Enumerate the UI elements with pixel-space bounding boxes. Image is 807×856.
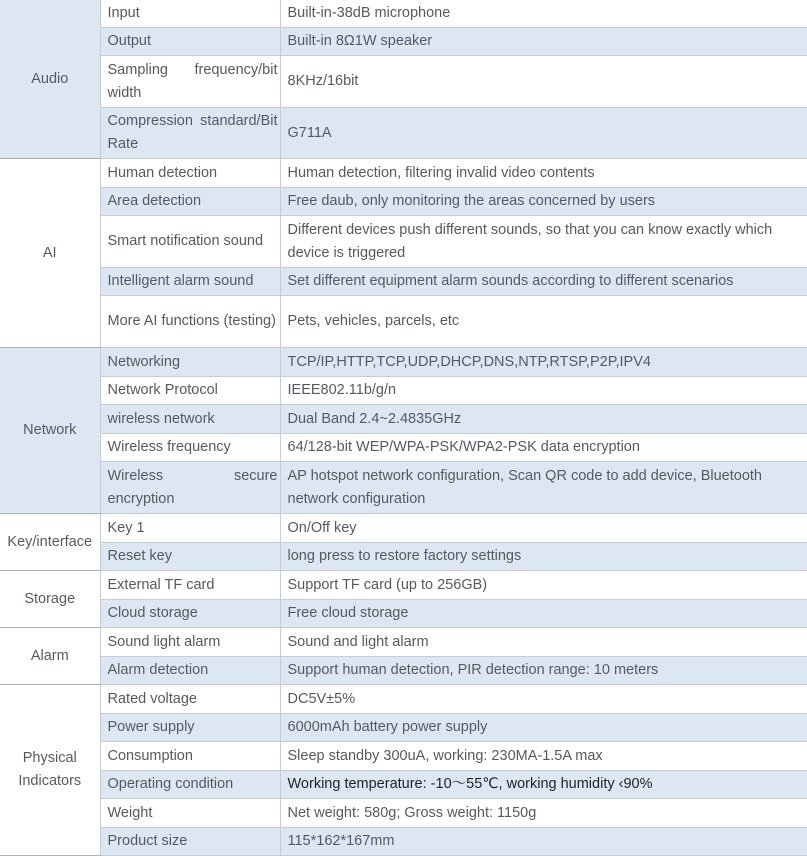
feature-cell: Intelligent alarm sound: [100, 268, 280, 296]
value-cell: AP hotspot network configuration, Scan QR code to add device, Bluetooth network configuration: [280, 462, 807, 514]
value-cell: G711A: [280, 108, 807, 159]
table-row: [0, 600, 807, 628]
feature-cell: Alarm detection: [100, 657, 280, 685]
value-cell: TCP/IP,HTTP,TCP,UDP,DHCP,DNS,NTP,RTSP,P2P,IPV4: [280, 348, 807, 377]
table-row: [0, 571, 807, 600]
feature-cell: Consumption: [100, 742, 280, 771]
feature-cell: Product size: [100, 828, 280, 856]
table-row: [0, 828, 807, 856]
table-row: [0, 108, 807, 159]
value-cell: Dual Band 2.4~2.4835GHz: [280, 405, 807, 434]
table-row: [0, 514, 807, 543]
value-cell: IEEE802.11b/g/n: [280, 377, 807, 405]
feature-cell: External TF card: [100, 571, 280, 600]
table-row: [0, 434, 807, 462]
table-row: [0, 742, 807, 771]
feature-cell: Power supply: [100, 714, 280, 742]
value-cell: Built-in-38dB microphone: [280, 0, 807, 28]
feature-cell: More AI functions (testing): [100, 296, 280, 348]
value-cell: DC5V±5%: [280, 685, 807, 714]
value-cell: Working temperature: -10～55℃, working humidity ‹90%: [280, 771, 807, 799]
value-cell: Built-in 8Ω1W speaker: [280, 28, 807, 56]
feature-cell: Compression standard/Bit Rate: [100, 108, 280, 159]
table-row: [0, 543, 807, 571]
value-cell: Free cloud storage: [280, 600, 807, 628]
table-row: [0, 188, 807, 216]
feature-cell: Wireless secure encryption: [100, 462, 280, 514]
category-cell: Alarm: [0, 628, 100, 685]
table-row: [0, 685, 807, 714]
feature-cell: Network Protocol: [100, 377, 280, 405]
feature-cell: Key 1: [100, 514, 280, 543]
category-cell: Audio: [0, 0, 100, 159]
table-row: [0, 28, 807, 56]
table-row: [0, 799, 807, 828]
value-cell: Sleep standby 300uA, working: 230MA-1.5A max: [280, 742, 807, 771]
table-row: [0, 159, 807, 188]
value-cell: long press to restore factory settings: [280, 543, 807, 571]
feature-cell: Networking: [100, 348, 280, 377]
value-cell: Set different equipment alarm sounds according to different scenarios: [280, 268, 807, 296]
value-cell: Pets, vehicles, parcels, etc: [280, 296, 807, 348]
value-cell: Net weight: 580g; Gross weight: 1150g: [280, 799, 807, 828]
feature-cell: Sound light alarm: [100, 628, 280, 657]
value-cell: 8KHz/16bit: [280, 56, 807, 108]
feature-cell: wireless network: [100, 405, 280, 434]
table-row: [0, 462, 807, 514]
table-row: [0, 657, 807, 685]
category-cell: Physical Indicators: [0, 685, 100, 856]
feature-cell: Sampling frequency/bit width: [100, 56, 280, 108]
table-row: [0, 628, 807, 657]
feature-cell: Cloud storage: [100, 600, 280, 628]
table-row: [0, 377, 807, 405]
feature-cell: Human detection: [100, 159, 280, 188]
table-row: [0, 714, 807, 742]
table-row: [0, 56, 807, 108]
feature-cell: Rated voltage: [100, 685, 280, 714]
table-row: [0, 771, 807, 799]
category-cell: AI: [0, 159, 100, 348]
feature-cell: Smart notification sound: [100, 216, 280, 268]
value-cell: Different devices push different sounds, so that you can know exactly which device is triggered: [280, 216, 807, 268]
feature-cell: Wireless frequency: [100, 434, 280, 462]
value-cell: 6000mAh battery power supply: [280, 714, 807, 742]
table-row: [0, 216, 807, 268]
category-cell: Key/interface: [0, 514, 100, 571]
table-row: [0, 296, 807, 348]
feature-cell: Input: [100, 0, 280, 28]
value-cell: 64/128-bit WEP/WPA-PSK/WPA2-PSK data encryption: [280, 434, 807, 462]
table-row: [0, 348, 807, 377]
feature-cell: Reset key: [100, 543, 280, 571]
value-cell: Support human detection, PIR detection range: 10 meters: [280, 657, 807, 685]
category-cell: Network: [0, 348, 100, 514]
value-cell: Sound and light alarm: [280, 628, 807, 657]
value-cell: 115*162*167mm: [280, 828, 807, 856]
feature-cell: Operating condition: [100, 771, 280, 799]
value-cell: Free daub, only monitoring the areas concerned by users: [280, 188, 807, 216]
value-cell: Support TF card (up to 256GB): [280, 571, 807, 600]
table-row: [0, 405, 807, 434]
category-cell: Storage: [0, 571, 100, 628]
value-cell: Human detection, filtering invalid video contents: [280, 159, 807, 188]
feature-cell: Output: [100, 28, 280, 56]
feature-cell: Area detection: [100, 188, 280, 216]
table-row: [0, 268, 807, 296]
feature-cell: Weight: [100, 799, 280, 828]
value-cell: On/Off key: [280, 514, 807, 543]
table-row: [0, 0, 807, 28]
